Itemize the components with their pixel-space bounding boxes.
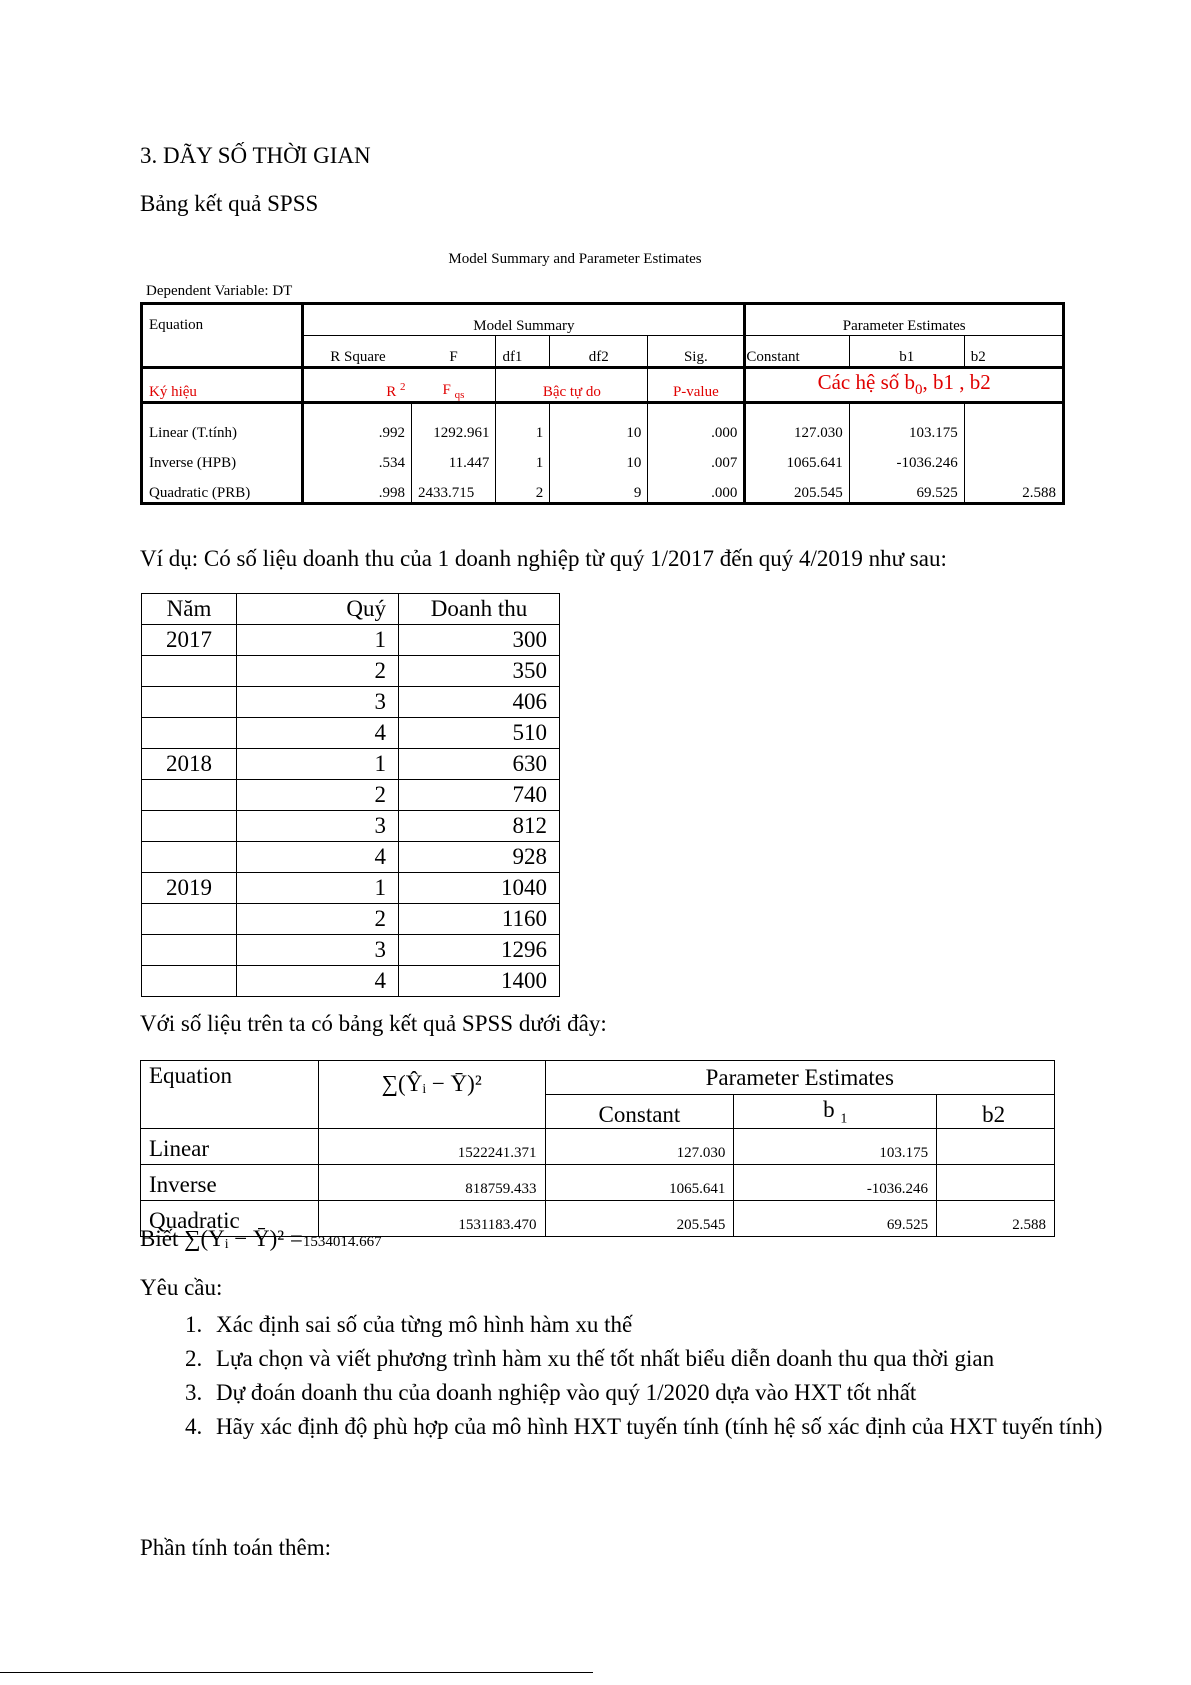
task-list	[168, 1308, 1128, 1444]
row-b1: 103.175	[849, 403, 964, 443]
row-b2	[964, 403, 1063, 443]
year-cell: 2017	[142, 625, 237, 656]
pe-row-b1: 103.175	[734, 1129, 937, 1165]
symbol-label: Ký hiệu	[149, 384, 197, 400]
revenue-cell: 740	[399, 780, 560, 811]
revenue-row	[142, 718, 560, 749]
year-header: Năm	[142, 594, 237, 625]
revenue-cell: 350	[399, 656, 560, 687]
revenue-cell: 1160	[399, 904, 560, 935]
row-df2: 9	[550, 472, 648, 504]
row-df2: 10	[550, 442, 648, 472]
equation-header: Equation	[149, 317, 204, 333]
with-data-text: Với số liệu trên ta có bảng kết quả SPSS dưới đây:	[140, 1011, 607, 1036]
pe-row-b1: 69.525	[734, 1201, 937, 1237]
task-item: 3. Dự đoán doanh thu của doanh nghiệp vào quý 1/2020 dựa vào HXT tốt nhất	[208, 1376, 1128, 1409]
pe-parameter-estimates-header: Parameter Estimates	[545, 1061, 1054, 1095]
year-cell	[142, 656, 237, 687]
symbol-pvalue: P-value	[648, 368, 745, 403]
known-total-ss	[140, 1226, 382, 1252]
revenue-row	[142, 935, 560, 966]
revenue-cell: 630	[399, 749, 560, 780]
year-cell	[142, 811, 237, 842]
quarter-cell: 3	[237, 687, 399, 718]
row-f: 11.447	[412, 442, 496, 472]
year-cell	[142, 842, 237, 873]
symbol-r2: R $^2$	[303, 368, 412, 403]
row-df2: 10	[550, 403, 648, 443]
symbol-coefficients: Các hệ số $b_0$, b1 , b2	[745, 368, 1064, 403]
revenue-header-row	[142, 594, 560, 625]
constant-header: Constant	[745, 336, 849, 368]
pe-row-equation: Quadratic	[141, 1201, 319, 1237]
revenue-row	[142, 904, 560, 935]
known-value: 1534014.667	[302, 1234, 382, 1250]
row-sig: .000	[648, 403, 745, 443]
row-df1: 1	[496, 442, 550, 472]
quarter-cell: 3	[237, 935, 399, 966]
quarter-cell: 4	[237, 718, 399, 749]
pe-row-equation: Linear	[141, 1129, 319, 1165]
pe-row-constant: 1065.641	[545, 1165, 734, 1201]
pe-row-b1: -1036.246	[734, 1165, 937, 1201]
quarter-cell: 3	[237, 811, 399, 842]
revenue-row	[142, 656, 560, 687]
spss-caption: Model Summary and Parameter Estimates	[448, 251, 702, 267]
pe-b2-header: b2	[937, 1095, 1055, 1129]
pe-row-ss: 1522241.371	[318, 1129, 545, 1165]
quarter-cell: 1	[237, 873, 399, 904]
b2-header: b2	[964, 336, 1063, 368]
symbol-f: F $_{qs}$	[442, 382, 465, 401]
pe-row-b2	[937, 1129, 1055, 1165]
row-constant: 1065.641	[745, 442, 849, 472]
quarter-cell: 4	[237, 842, 399, 873]
spss-row-quadratic	[142, 472, 1064, 504]
footnote-divider	[0, 1672, 593, 1673]
df2-header: df2	[550, 336, 648, 368]
pe-row-b2	[937, 1165, 1055, 1201]
section-title: 3. DÃY SỐ THỜI GIAN	[140, 143, 371, 168]
revenue-row	[142, 842, 560, 873]
quarter-cell: 1	[237, 749, 399, 780]
year-cell	[142, 904, 237, 935]
parameter-estimates-header: Parameter Estimates	[745, 304, 1064, 336]
pe-constant-header: Constant	[545, 1095, 734, 1129]
revenue-row	[142, 687, 560, 718]
pe-b1-header: b $_1$	[734, 1095, 937, 1129]
year-cell	[142, 718, 237, 749]
revenue-row	[142, 780, 560, 811]
parameter-estimates-table	[140, 1060, 1055, 1237]
revenue-cell: 928	[399, 842, 560, 873]
revenue-table	[141, 593, 560, 997]
row-equation: Linear (T.tính)	[149, 425, 238, 441]
revenue-row	[142, 811, 560, 842]
spss-row-linear	[142, 403, 1064, 443]
revenue-cell: 300	[399, 625, 560, 656]
sig-header: Sig.	[648, 336, 745, 368]
known-prefix: Biết ∑(Yᵢ − Ȳ)² =	[140, 1226, 303, 1251]
row-f: 1292.961	[412, 403, 496, 443]
quarter-cell: 2	[237, 656, 399, 687]
pe-row-inverse	[141, 1165, 1055, 1201]
year-cell: 2018	[142, 749, 237, 780]
example-intro: Ví dụ: Có số liệu doanh thu của 1 doanh nghiệp từ quý 1/2017 đến quý 4/2019 như sau:	[140, 546, 947, 571]
row-f: 2433.715	[412, 472, 496, 504]
revenue-cell: 510	[399, 718, 560, 749]
df1-header: df1	[496, 336, 550, 368]
row-constant: 205.545	[745, 472, 849, 504]
task-item: 4. Hãy xác định độ phù hợp của mô hình HXT tuyến tính (tính hệ số xác định của HXT tuyến tính)	[208, 1410, 1128, 1443]
model-summary-header: Model Summary	[303, 304, 745, 336]
row-r-square: .992	[303, 403, 412, 443]
pe-row-constant: 205.545	[545, 1201, 734, 1237]
row-df1: 2	[496, 472, 550, 504]
row-b1: -1036.246	[849, 442, 964, 472]
r-square-header: R Square	[303, 336, 412, 368]
dependent-variable: Dependent Variable: DT	[146, 283, 293, 299]
row-equation: Inverse (HPB)	[149, 455, 237, 471]
revenue-row	[142, 966, 560, 997]
extra-title: Phần tính toán thêm:	[140, 1535, 332, 1560]
pe-row-equation: Inverse	[141, 1165, 319, 1201]
year-cell	[142, 687, 237, 718]
pe-header-row-1	[141, 1061, 1055, 1095]
row-b2	[964, 442, 1063, 472]
spss-model-summary-table	[140, 302, 1065, 505]
revenue-cell: 1400	[399, 966, 560, 997]
task-item: 1. Xác định sai số của từng mô hình hàm xu thế	[208, 1308, 1128, 1341]
row-b1: 69.525	[849, 472, 964, 504]
quarter-cell: 2	[237, 780, 399, 811]
row-b2: 2.588	[964, 472, 1063, 504]
revenue-row	[142, 873, 560, 904]
quarter-cell: 1	[237, 625, 399, 656]
pe-row-ss: 818759.433	[318, 1165, 545, 1201]
revenue-cell: 812	[399, 811, 560, 842]
revenue-cell: 406	[399, 687, 560, 718]
revenue-header: Doanh thu	[399, 594, 560, 625]
f-header: F	[412, 336, 496, 368]
pe-sum-formula: ∑(Ŷᵢ − Ȳ)²	[318, 1061, 545, 1129]
task-item: 2. Lựa chọn và viết phương trình hàm xu thế tốt nhất biểu diễn doanh thu qua thời gian	[208, 1342, 1128, 1375]
spss-header-row-1	[142, 304, 1064, 336]
subtitle: Bảng kết quả SPSS	[140, 191, 319, 216]
row-equation: Quadratic (PRB)	[149, 485, 251, 501]
row-sig: .000	[648, 472, 745, 504]
row-r-square: .534	[303, 442, 412, 472]
symbol-row	[142, 368, 1064, 403]
revenue-cell: 1040	[399, 873, 560, 904]
pe-row-constant: 127.030	[545, 1129, 734, 1165]
quarter-cell: 4	[237, 966, 399, 997]
revenue-row	[142, 749, 560, 780]
row-r-square: .998	[303, 472, 412, 504]
row-sig: .007	[648, 442, 745, 472]
requirements-title: Yêu cầu:	[140, 1275, 223, 1300]
pe-row-b2: 2.588	[937, 1201, 1055, 1237]
revenue-row	[142, 625, 560, 656]
row-constant: 127.030	[745, 403, 849, 443]
spss-row-inverse	[142, 442, 1064, 472]
symbol-df: Bậc tự do	[496, 368, 648, 403]
year-cell	[142, 966, 237, 997]
row-df1: 1	[496, 403, 550, 443]
year-cell	[142, 935, 237, 966]
quarter-header: Quý	[237, 594, 399, 625]
pe-row-linear	[141, 1129, 1055, 1165]
year-cell: 2019	[142, 873, 237, 904]
pe-row-ss: 1531183.470	[318, 1201, 545, 1237]
b1-header: b1	[849, 336, 964, 368]
quarter-cell: 2	[237, 904, 399, 935]
pe-equation-header: Equation	[141, 1061, 319, 1129]
year-cell	[142, 780, 237, 811]
revenue-cell: 1296	[399, 935, 560, 966]
